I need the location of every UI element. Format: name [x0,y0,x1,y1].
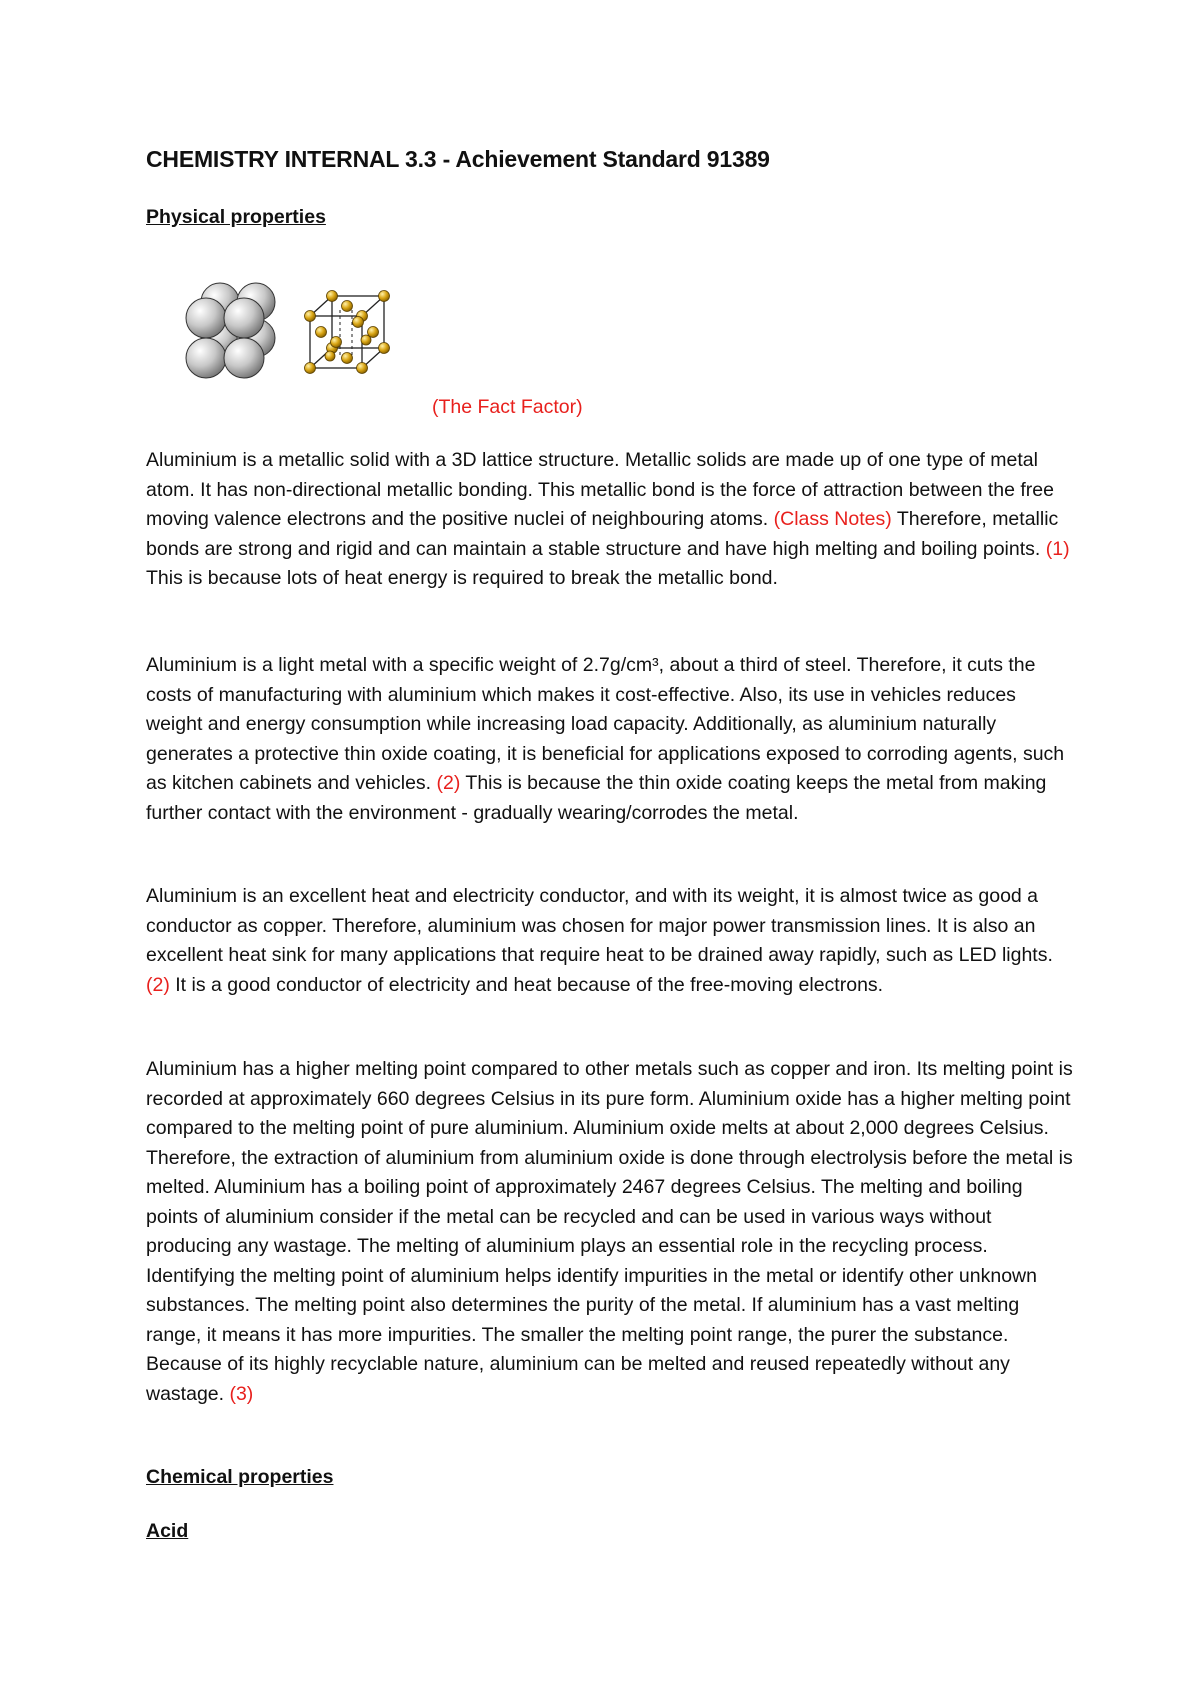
reference-class-notes: (Class Notes) [773,508,892,530]
paragraph-text: This is because the thin oxide coating keeps the metal from making further contact with the environment - gradually wearing/corrodes the metal. [146,772,1047,824]
reference-2: (2) [146,973,170,996]
physical-properties-heading: Physical properties [146,206,326,228]
paragraph-text: Aluminium has a higher melting point compared to other metals such as copper and iron. Its melting point is recorded at approximately 660 degrees Celsius in its pure form. Aluminium oxide has a higher melting point compared to the melting point of pure aluminium. Aluminium oxide melts at about 2,000 degrees Celsius. Therefore, the extraction of aluminium from aluminium oxide is done through electrolysis before the metal is melted. Aluminium has a boiling point of approximately 2467 degrees Celsius. The melting and boiling points of aluminium consider if the metal can be recycled and can be used in various ways without producing any wastage. The melting of aluminium plays an essential role in the recycling process. Identifying the melting point of aluminium helps identify impurities in the metal or identify other unknown substances. The melting point also determines the purity of the metal. If aluminium has a vast melting range, it means it has more impurities. The smaller the melting point range, the purer the substance. Because of its highly recyclable nature, aluminium can be melted and reused repeatedly without any wastage. [146,1058,1073,1405]
paragraph-text: It is a good conductor of electricity and heat because of the free-moving electrons. [169,973,884,996]
paragraph-text: Aluminium is an excellent heat and electricity conductor, and with its weight, it is almost twice as good a conductor as copper. Therefore, aluminium was chosen for major power transmission lines. It is also an excellent heat sink for many applications that require heat to be drained away rapidly, such as LED lights. [146,885,1053,966]
cubic-lattice-cell-image [305,291,390,374]
paragraph-text: Aluminium is a light metal with a specific weight of 2.7g/cm³, about a third of steel. Therefore, it cuts the costs of manufacturing with aluminium which makes it cost-effective. Also, its use in vehicles reduces weight and energy consumption while increasing load capacity. Additionally, as aluminium naturally generates a protective thin oxide coating, it is beneficial for applications exposed to corroding agents, such as kitchen cabinets and vehicles. [146,654,1065,794]
paragraph-melting-point [146,1055,1076,1409]
paragraph-text: Therefore, metallic bonds are strong and rigid and can maintain a stable structure and have high melting and boiling points. [146,508,1059,560]
reference-2: (2) [436,772,461,794]
figure-caption: (The Fact Factor) [432,396,583,418]
lattice-figure [180,280,400,398]
paragraph-text: Aluminium is a metallic solid with a 3D lattice structure. Metallic solids are made up of one type of metal atom. It has non-directional metallic bonding. This metallic bond is the force of attraction between the free moving valence electrons and the positive nuclei of neighbouring atoms. [146,449,1054,530]
close-packed-spheres-image [186,283,275,378]
paragraph-light-metal [146,651,1076,828]
document-title: CHEMISTRY INTERNAL 3.3 - Achievement Standard 91389 [146,146,770,172]
reference-1: (1) [1045,537,1070,560]
acid-heading: Acid [146,1520,189,1542]
reference-3: (3) [229,1382,254,1405]
chemical-properties-heading: Chemical properties [146,1466,334,1488]
paragraph-bonding [146,446,1076,594]
paragraph-text: This is because lots of heat energy is required to break the metallic bond. [146,567,778,589]
paragraph-conductor [146,882,1076,1000]
